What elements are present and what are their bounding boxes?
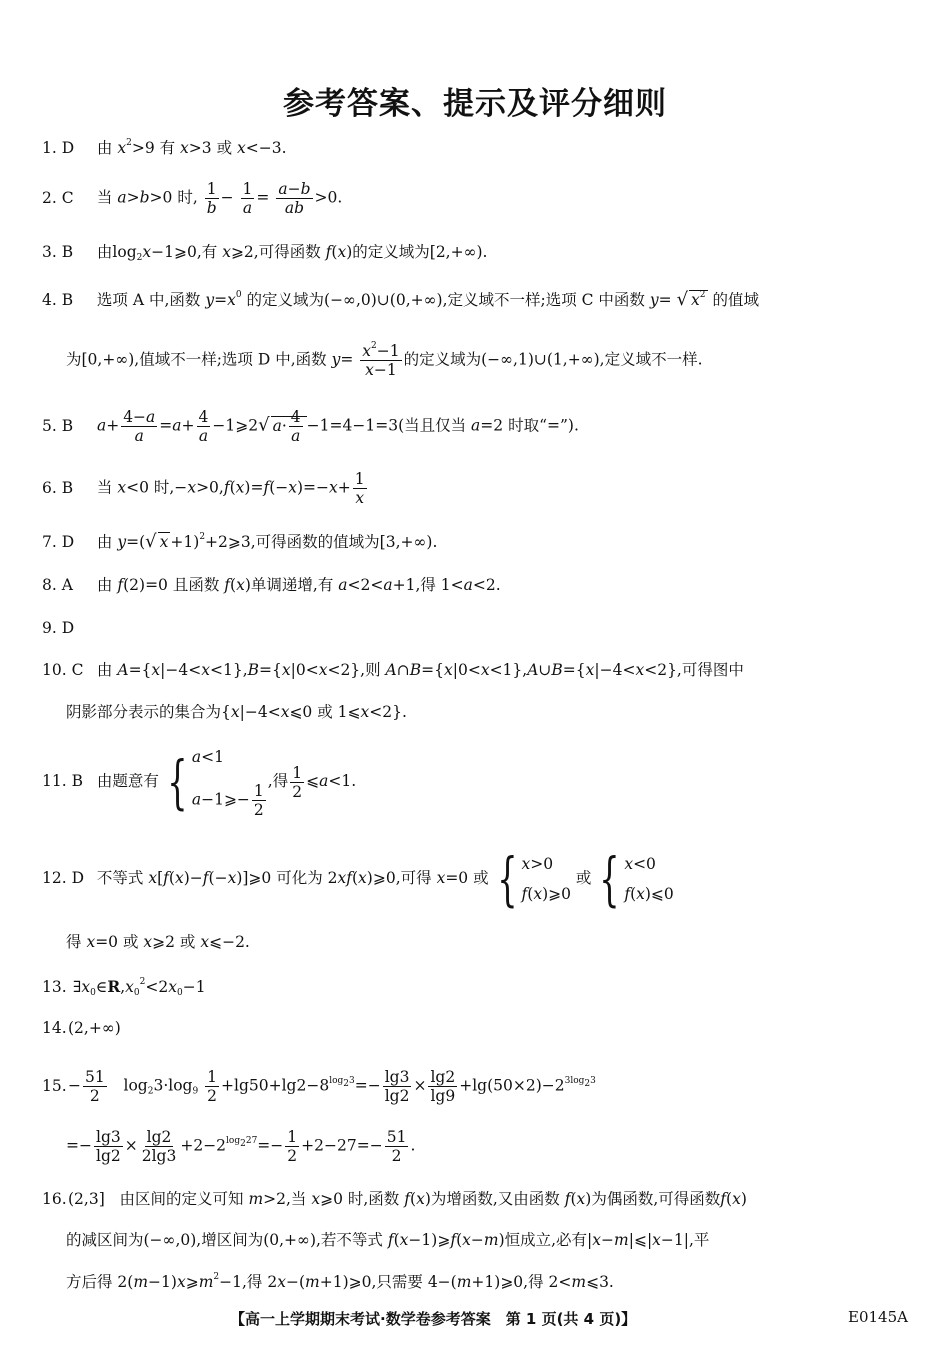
fraction: $\frac{a-b}{ab}$ (278, 180, 311, 217)
answer-15-line2: =− $\frac{\lg 3}{\lg 2}$ × $\frac{\lg 2}{2\lg 3}$ $+2-2^{log_227}=-$ $\frac{1}{2}$ +2−27=− $\frac{51}{2}$ . (66, 1128, 416, 1165)
answer-number: 5. B (42, 416, 74, 435)
answer-number: 4. B (42, 291, 74, 309)
fraction: $\frac{4-a}{a}$ (123, 408, 156, 445)
fraction: $\frac{1}{2}$ (292, 763, 303, 801)
answer-number: 6. B (42, 478, 74, 497)
answer-number: 2. C (42, 188, 74, 207)
footer-code: E0145A (848, 1308, 908, 1326)
fraction: $\frac{1}{b}$ (206, 180, 217, 217)
answer-16-line3: 方后得 $2(m-1)x⩾m^2-1$,得 2x−(m+1)⩾0,只需要 4−(m+1)⩾0,得 2<m⩽3. (66, 1272, 614, 1291)
answer-number: 15. (42, 1076, 67, 1095)
answer-12-line2: 得 x=0 或 x⩾2 或 x⩽−2. (66, 933, 250, 951)
answer-number: 13. (42, 978, 67, 996)
answer-number: 14. (42, 1019, 67, 1037)
answer-15-line1: 15.− $\frac{51}{2}$ $\log_23\cdot\log_9$ $\frac{1}{2}$ $+\lg 50+\lg 2-8^{log_23}=-$ $\frac{\lg 3}{\lg 2}$ × $\frac{\lg 2}{\lg 9}$ $+\lg(50\times 2)-2^{3log_23}$ (42, 1068, 596, 1105)
answer-10-line1: 10. C 由 A={x|−4<x<1},B={x|0<x<2},则 A∩B={x|0<x<1},A∪B={x|−4<x<2},可得图中 (42, 658, 912, 682)
answer-number: 11. B (42, 772, 83, 790)
fraction: $\frac{x^2-1}{x-1}$ (362, 341, 400, 379)
answer-12-line1: 12. D 不等式 x[f(x)−f(−x)]⩾0 可化为 2xf(x)⩾0,可得 x=0 或 { x>0 f(x)⩾0 或 { x<0 f(x)⩽0 (42, 845, 674, 913)
answer-1-line: 1. D 由 $x^2>9$ 有 x>3 或 x<−3. (42, 136, 912, 160)
footer-title: 【高一上学期期末考试·数学卷参考答案 第 1 页(共 4 页)】 (230, 1310, 637, 1328)
answer-11-line: 11. B 由题意有 { a<1 a−1⩾− $\frac{1}{2}$ ,得 $\frac{1}{2}$ ⩽a<1. (42, 745, 912, 819)
answer-9-line (42, 616, 912, 640)
answer-14-line: 14.(2,+∞) (42, 1016, 912, 1040)
page-title: 参考答案、提示及评分细则 (283, 86, 667, 122)
fraction: $\frac{1}{a}$ (242, 180, 253, 217)
brace-system: { x>0 f(x)⩾0 (496, 845, 571, 913)
answer-8-line: 8. A 由 f(2)=0 且函数 f(x)单调递增,有 a<2<a+1,得 1<a<2. (42, 573, 912, 597)
answer-16-line2: 的减区间为(−∞,0),增区间为(0,+∞),若不等式 f(x−1)⩾f(x−m)恒成立,必有|x−m|⩽|x−1|,平 (66, 1231, 710, 1249)
answer-number: 8. A (42, 576, 73, 594)
answer-number: 7. D (42, 533, 75, 551)
answer-13-line: 13. $\exists x_0\in R,x_0^2<2x_0-1$ (42, 977, 206, 998)
answer-4-line1: 4. B 选项 A 中,函数 $y=x^0$ 的定义域为(−∞,0)∪(0,+∞),定义域不一样;选项 C 中函数 y= √ $x^2$ 的值域 (42, 289, 759, 310)
answer-6-line: 6. B 当 x<0 时,−x>0,f(x)=f(−x)=−x+ $\frac{1}{x}$ (42, 470, 365, 507)
answer-number: 9. D (42, 619, 75, 637)
answer-5-line: 5. B a+ $\frac{4-a}{a}$ =a+ $\frac{4}{a}$ −1⩾2√ a· $\frac{4}{a}$ −1=4−1=3(当且仅当 a=2 时取“=”). (42, 408, 579, 445)
answer-4-line2: 为[0,+∞),值域不一样;选项 D 中,函数 y= $\frac{x^2-1}{x-1}$ 的定义域为(−∞,1)∪(1,+∞),定义域不一样. (66, 341, 703, 379)
answer-2-line: 2. C 当 a>b>0 时, $\frac{1}{b}$ − $\frac{1}{a}$ = $\frac{a-b}{ab}$ >0. (42, 180, 343, 217)
answer-number: 16. (42, 1190, 67, 1208)
brace-system: { x<0 f(x)⩽0 (599, 845, 674, 913)
answer-7-line: 7. D 由 y=(√ x +1)$^2$+2⩾3,可得函数的值域为[3,+∞). (42, 531, 438, 552)
brace-system: { a<1 a−1⩾− $\frac{1}{2}$ (167, 748, 264, 819)
answer-number: 10. C (42, 661, 84, 679)
answer-10-line2: 阴影部分表示的集合为{x|−4<x⩽0 或 1⩽x<2}. (66, 703, 407, 721)
answer-16-line1: 16.(2,3] 由区间的定义可知 m>2,当 x⩾0 时,函数 f(x)为增函数,又由函数 f(x)为偶函数,可得函数f(x) (42, 1187, 912, 1211)
fraction: $\frac{4}{a}$ (198, 408, 209, 445)
answer-number: 3. B (42, 243, 74, 261)
answer-number: 12. D (42, 869, 85, 887)
fraction: $\frac{1}{x}$ (354, 470, 365, 507)
answer-number: 1. D (42, 139, 75, 157)
fraction: $\frac{51}{2}$ (85, 1068, 105, 1105)
answer-3-line: 3. B 由$\log_2x-1⩾0$,有 x⩾2,可得函数 f(x)的定义域为[2,+∞). (42, 240, 912, 264)
